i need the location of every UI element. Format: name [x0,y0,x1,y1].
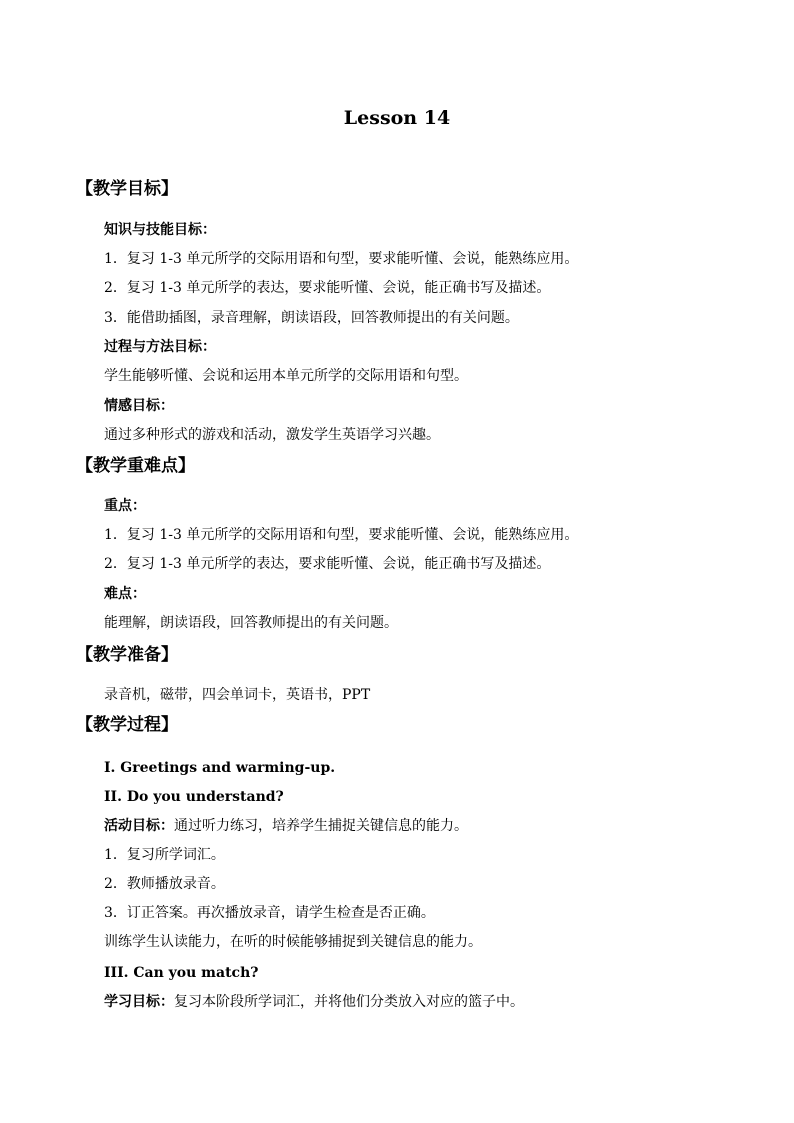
page-title: Lesson 14 [343,107,451,129]
process-method-text: 学生能够听懂、会说和运用本单元所学的交际用语和句型。 [104,368,468,384]
objective-item-3: 3．能借助插图，录音理解，朗读语段，回答教师提出的有关问题。 [104,310,519,326]
subheading-key: 重点： [104,498,146,514]
step-1-title: I. Greetings and warming-up. [104,760,336,776]
objective-item-2: 2．复习 1-3 单元所学的表达，要求能听懂、会说，能正确书写及描述。 [104,280,551,296]
step-2-summary: 训练学生认读能力，在听的时候能够捕捉到关键信息的能力。 [104,934,482,950]
section-heading-objectives: 【教学目标】 [76,179,178,199]
step-2-item-1: 1．复习所学词汇。 [104,847,225,863]
section-heading-preparation: 【教学准备】 [76,645,178,665]
step-3-goal-label: 学习目标： [104,994,174,1010]
step-3-title: III. Can you match? [104,965,259,981]
step-2-title: II. Do you understand? [104,789,284,805]
preparation-text: 录音机，磁带，四会单词卡，英语书，PPT [104,687,371,703]
step-3-goal-text: 复习本阶段所学词汇，并将他们分类放入对应的篮子中。 [174,994,524,1010]
step-2-item-3: 3．订正答案。再次播放录音，请学生检查是否正确。 [104,905,435,921]
step-2-goal [104,816,468,836]
step-2-goal-text: 通过听力练习，培养学生捕捉关键信息的能力。 [174,818,468,834]
subheading-emotion: 情感目标： [104,398,174,414]
subheading-difficult: 难点： [104,586,146,602]
step-2-item-2: 2．教师播放录音。 [104,876,225,892]
subheading-process-method: 过程与方法目标： [104,339,216,355]
section-heading-process: 【教学过程】 [76,715,178,735]
section-heading-key-points: 【教学重难点】 [76,456,195,476]
objective-item-1: 1．复习 1-3 单元所学的交际用语和句型，要求能听懂、会说，能熟练应用。 [104,251,579,267]
step-3-goal [104,992,524,1012]
step-2-goal-label: 活动目标： [104,818,174,834]
key-item-2: 2．复习 1-3 单元所学的表达，要求能听懂、会说，能正确书写及描述。 [104,556,551,572]
key-item-1: 1．复习 1-3 单元所学的交际用语和句型，要求能听懂、会说，能熟练应用。 [104,527,579,543]
emotion-text: 通过多种形式的游戏和活动，激发学生英语学习兴趣。 [104,427,440,443]
difficult-text: 能理解，朗读语段，回答教师提出的有关问题。 [104,615,398,631]
subheading-knowledge-skills: 知识与技能目标： [104,222,216,238]
